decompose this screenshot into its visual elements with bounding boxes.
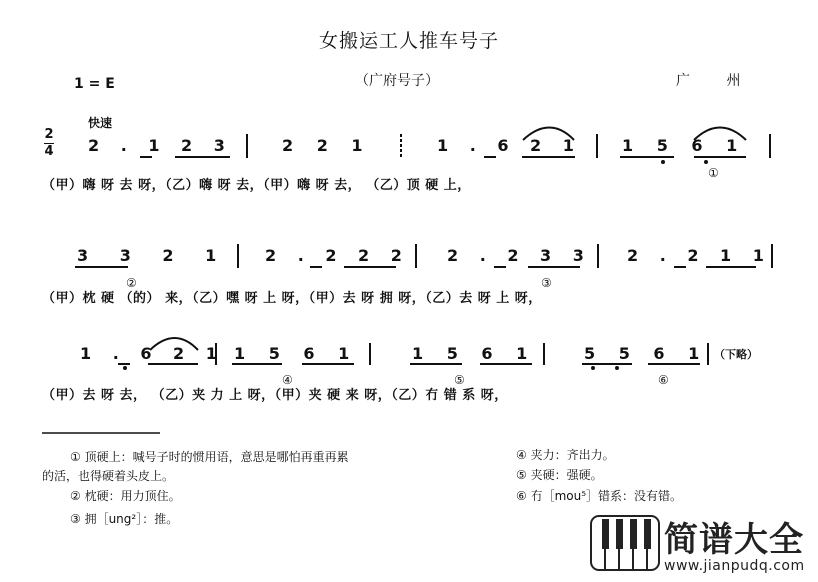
footnote-marker: ⑤: [454, 373, 465, 387]
piano-logo-icon: [590, 515, 662, 573]
footnote-marker: ②: [126, 276, 137, 290]
footnote-marker: ①: [708, 166, 719, 180]
measure-4: 1 5 6 1: [622, 136, 739, 155]
footnote-6: ⑥ 冇［mou⁵］错系：没有错。: [516, 489, 683, 503]
time-signature-bottom: 4: [44, 144, 54, 159]
footnote-1: ① 顶硬上：喊号子时的惯用语，意思是哪怕再重再累: [70, 450, 349, 464]
footnote-marker: ⑥: [658, 373, 669, 387]
measure-8: 2 . 2 1 1: [627, 246, 765, 265]
measure-9: 1 . 6 2 1: [80, 344, 218, 363]
measure-5: 3 3 2 1: [77, 246, 218, 265]
footnote-marker: ④: [282, 373, 293, 387]
subtitle: （广府号子）: [355, 73, 439, 89]
measure-1: 2 . 1 2 3: [88, 136, 226, 155]
footnote-2: ② 枕硬：用力顶住。: [70, 489, 181, 503]
dot: [661, 160, 665, 164]
key-signature: 1 = E: [74, 76, 115, 92]
measure-6: 2 . 2 2 2: [265, 246, 403, 265]
footnote-3: ③ 拥［ung²］：推。: [70, 512, 179, 526]
tempo-marking: 快速: [88, 116, 113, 130]
lyrics-line-3: （甲）去 呀 去， （乙）夹 力 上 呀，（甲）夹 硬 来 呀，（乙）冇 错 系 呀，: [42, 388, 508, 403]
footnote-1-cont: 的活，也得硬着头皮上。: [42, 469, 175, 483]
lyrics-line-2: （甲）枕 硬 （的） 来，（乙）嘿 呀 上 呀，（甲）去 呀 拥 呀，（乙）去 呀 上 呀，: [42, 291, 542, 306]
region-label: 广 州: [676, 73, 757, 89]
footnote-marker: ③: [541, 276, 552, 290]
watermark-brand: 简谱大全: [664, 520, 804, 560]
measure-2: 2 2 1: [282, 136, 364, 155]
dot: [615, 366, 619, 370]
footnote-5: ⑤ 夹硬：强硬。: [516, 468, 603, 482]
measure-10: 1 5 6 1: [234, 344, 351, 363]
footnote-4: ④ 夹力：齐出力。: [516, 448, 615, 462]
dot: [123, 366, 127, 370]
measure-12: 5 5 6 1: [584, 344, 701, 363]
dot: [704, 160, 708, 164]
slurs: [150, 128, 746, 351]
measure-7: 2 . 2 3 3: [447, 246, 585, 265]
omitted-marker: （下略）: [714, 348, 758, 361]
measure-3: 1 . 6 2 1: [437, 136, 575, 155]
dot: [591, 366, 595, 370]
page-title: 女搬运工人推车号子: [318, 30, 499, 52]
measure-11: 1 5 6 1: [412, 344, 529, 363]
watermark-url: www.jianpudq.com: [664, 558, 805, 574]
lyrics-line-1: （甲）嗨 呀 去 呀，（乙）嗨 呀 去，（甲）嗨 呀 去， （乙）顶 硬 上，: [42, 178, 471, 193]
time-signature-top: 2: [44, 127, 54, 142]
